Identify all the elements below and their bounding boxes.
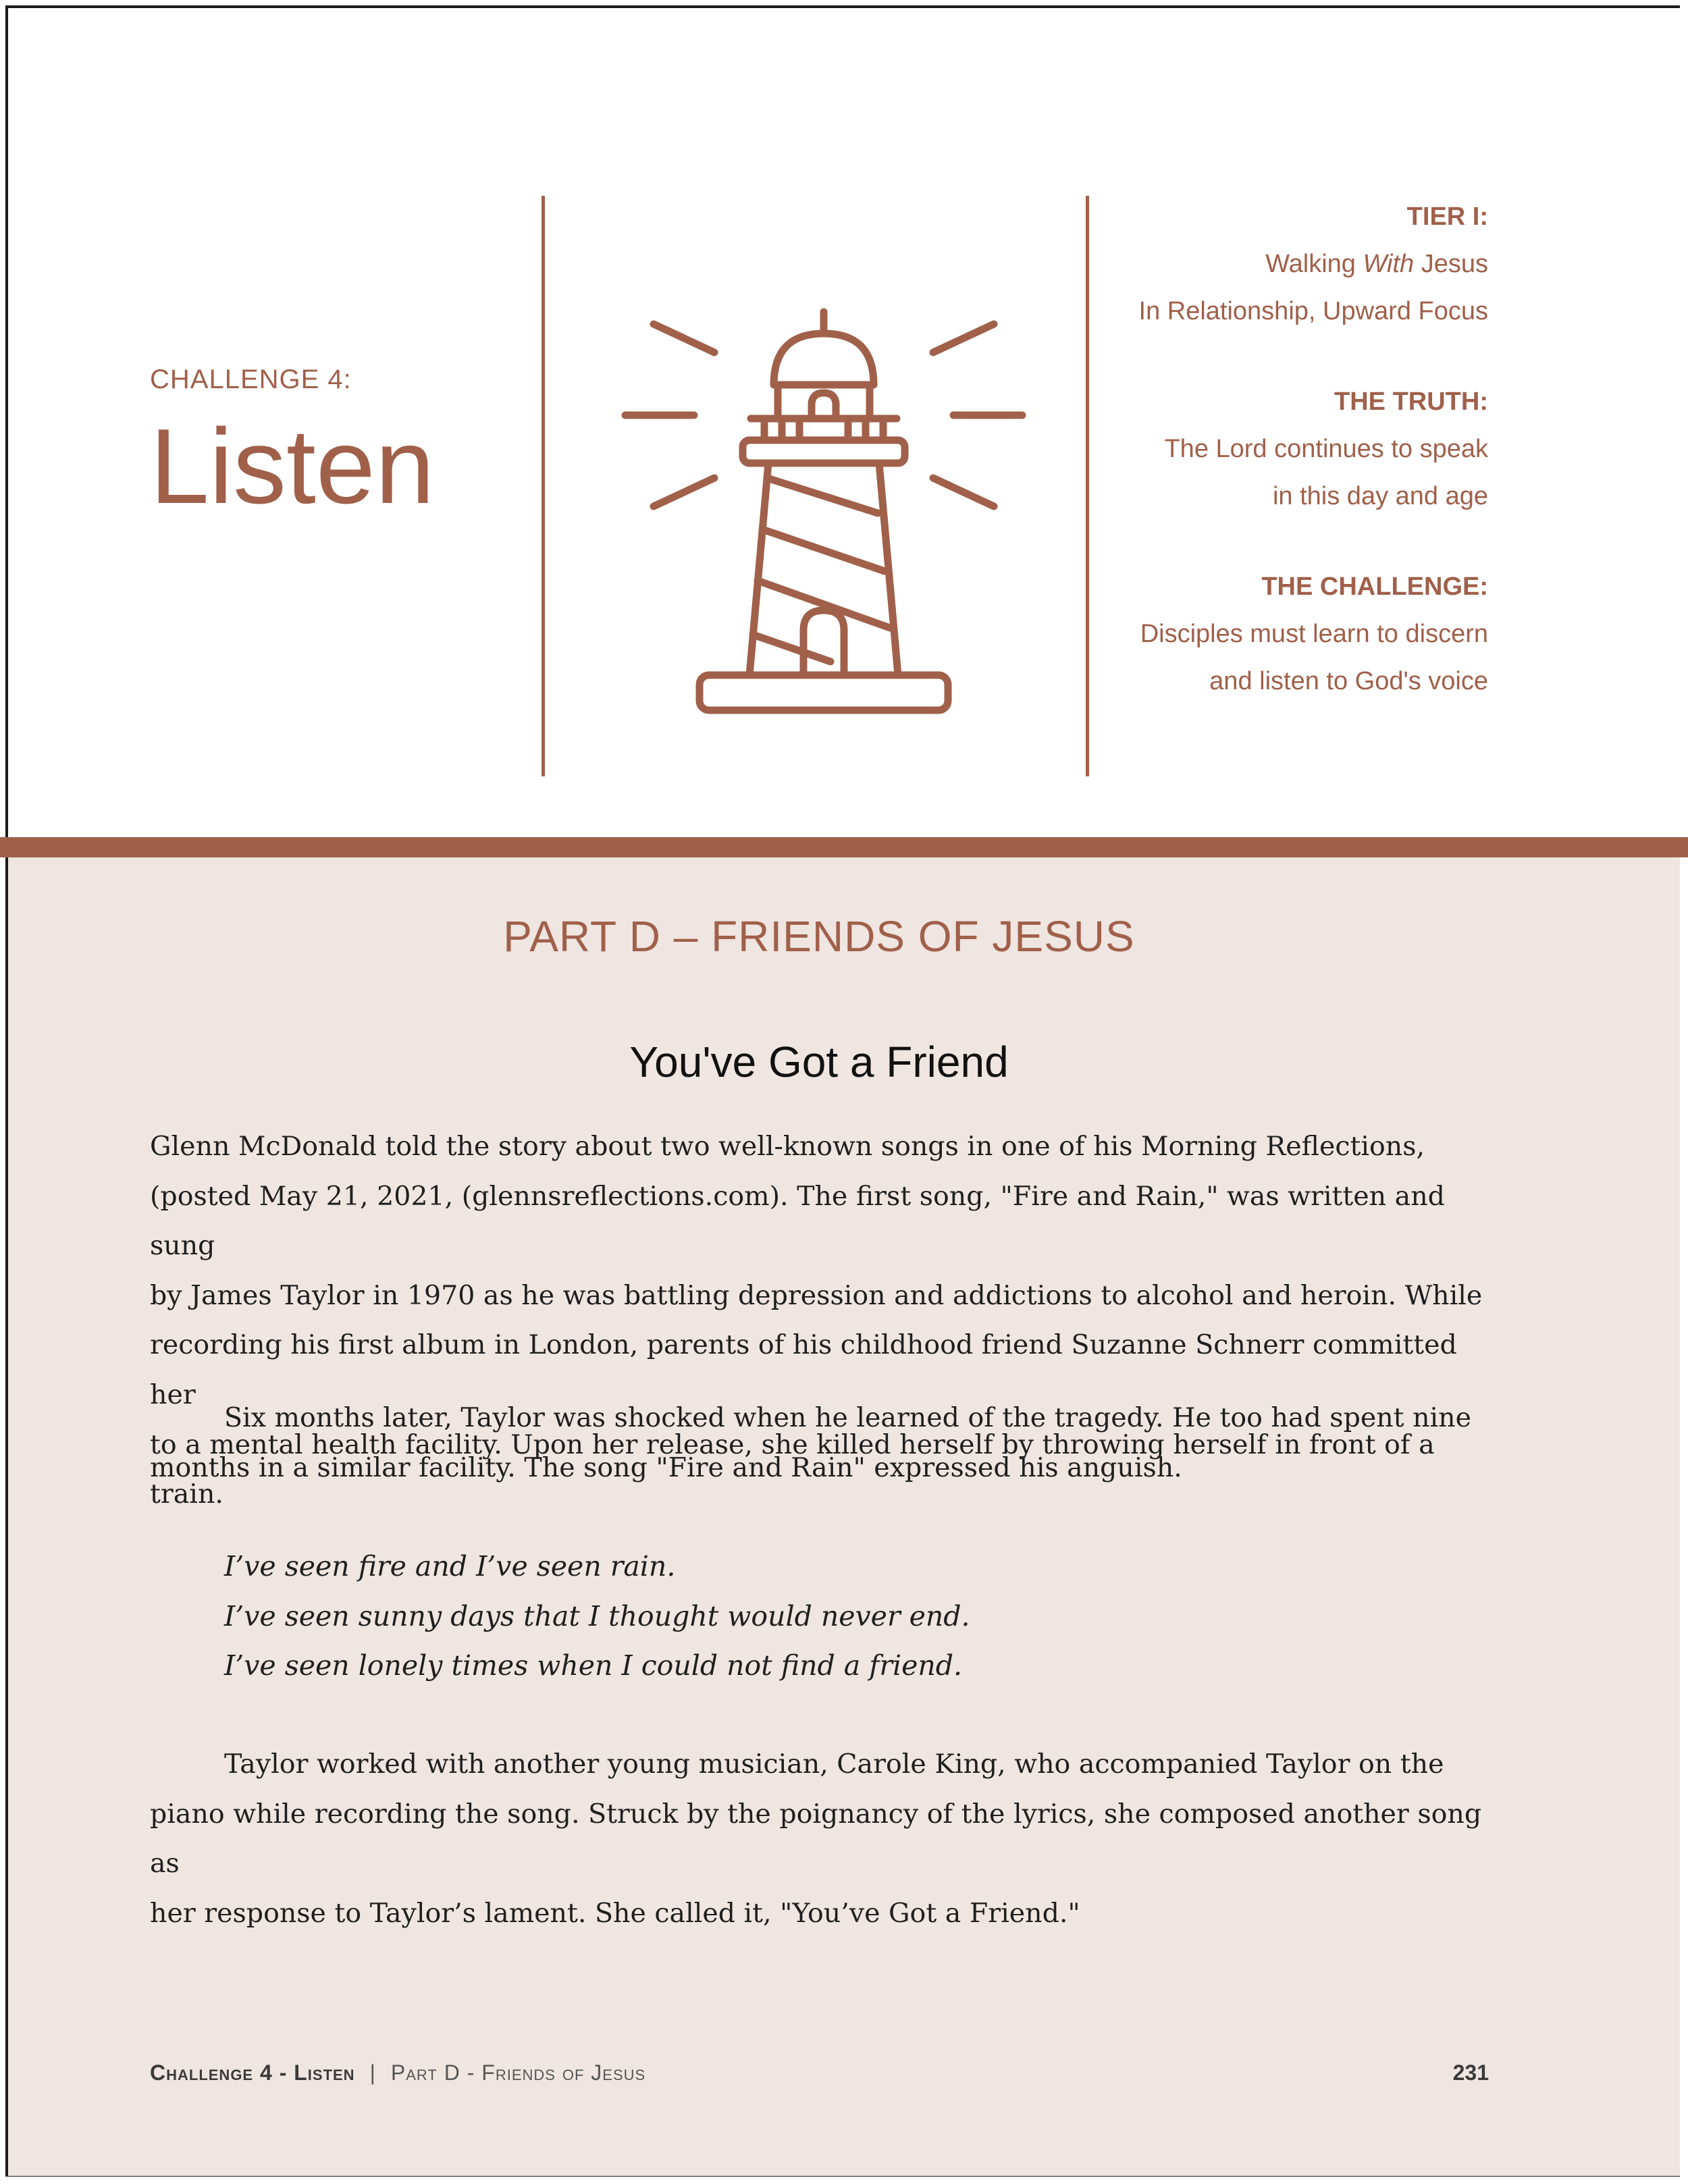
challenge-line-2: and listen to God's voice <box>1209 667 1488 695</box>
lyric-line: I’ve seen lonely times when I could not find a friend. <box>224 1649 963 1682</box>
lyric-line: I’ve seen sunny days that I thought would never end. <box>224 1599 970 1632</box>
footer-chapter: Challenge 4 - Listen <box>150 2060 355 2085</box>
paragraph-3 <box>150 1740 1500 1938</box>
lighthouse-icon <box>608 297 1040 729</box>
paragraph-line: piano while recording the song. Struck by the poignancy of the lyrics, she composed another song as <box>150 1798 1482 1880</box>
paragraph-line: Glenn McDonald told the story about two well-known songs in one of his Morning Reflections, <box>150 1131 1425 1162</box>
tier-line-walking-pre: Walking <box>1265 250 1363 278</box>
footer-section: Part D - Friends of Jesus <box>390 2060 646 2085</box>
challenge-title: Listen <box>150 407 435 526</box>
truth-line-1: The Lord continues to speak <box>1164 435 1488 463</box>
challenge-heading: THE CHALLENGE: <box>1261 572 1488 601</box>
paragraph-line: Six months later, Taylor was shocked when he learned of the tragedy. He too had spent nine <box>224 1402 1471 1433</box>
paragraph-line: her response to Taylor’s lament. She called it, "You’ve Got a Friend." <box>150 1897 1080 1929</box>
truth-line-2: in this day and age <box>1272 482 1488 510</box>
paragraph-line: recording his first album in London, parents of his childhood friend Suzanne Schnerr committed her <box>150 1329 1457 1410</box>
spacer <box>1016 335 1488 378</box>
paragraph-line: months in a similar facility. The song "Fire and Rain" expressed his anguish. <box>150 1451 1182 1483</box>
tier-line-walking-emphasis: With <box>1363 250 1415 278</box>
divider-left <box>542 196 545 776</box>
paragraph-2 <box>150 1393 1500 1493</box>
paragraph-line: Taylor worked with another young musician, Carole King, who accompanied Taylor on the <box>224 1749 1444 1780</box>
lyrics-block <box>224 1542 970 1691</box>
challenge-label: CHALLENGE 4: <box>150 365 352 394</box>
part-title: PART D – FRIENDS OF JESUS <box>503 912 1135 961</box>
tier-line-walking <box>1016 240 1488 288</box>
tier-heading: TIER I: <box>1406 203 1488 231</box>
running-footer <box>150 2060 645 2085</box>
footer-separator: | <box>369 2060 376 2085</box>
lyric-line: I’ve seen fire and I’ve seen rain. <box>224 1550 676 1582</box>
paragraph-line: (posted May 21, 2021, (glennsreflections.com). The first song, "Fire and Rain," was written and sung <box>150 1180 1445 1262</box>
paragraph-line: by James Taylor in 1970 as he was battling depression and addictions to alcohol and heroin. While <box>150 1279 1483 1311</box>
tier-line-relationship: In Relationship, Upward Focus <box>1138 297 1488 325</box>
truth-heading: THE TRUTH: <box>1334 388 1488 416</box>
tier-info <box>1016 193 1488 705</box>
spacer <box>1016 520 1488 563</box>
tier-line-walking-post: Jesus <box>1414 250 1488 278</box>
song-title: You've Got a Friend <box>629 1038 1009 1086</box>
section-band <box>0 837 1688 857</box>
challenge-line-1: Disciples must learn to discern <box>1140 620 1488 648</box>
paragraph-line: to a mental health facility. Upon her release, she killed herself by throwing herself in front of a train. <box>150 1429 1435 1510</box>
page-number: 231 <box>1452 2060 1489 2085</box>
